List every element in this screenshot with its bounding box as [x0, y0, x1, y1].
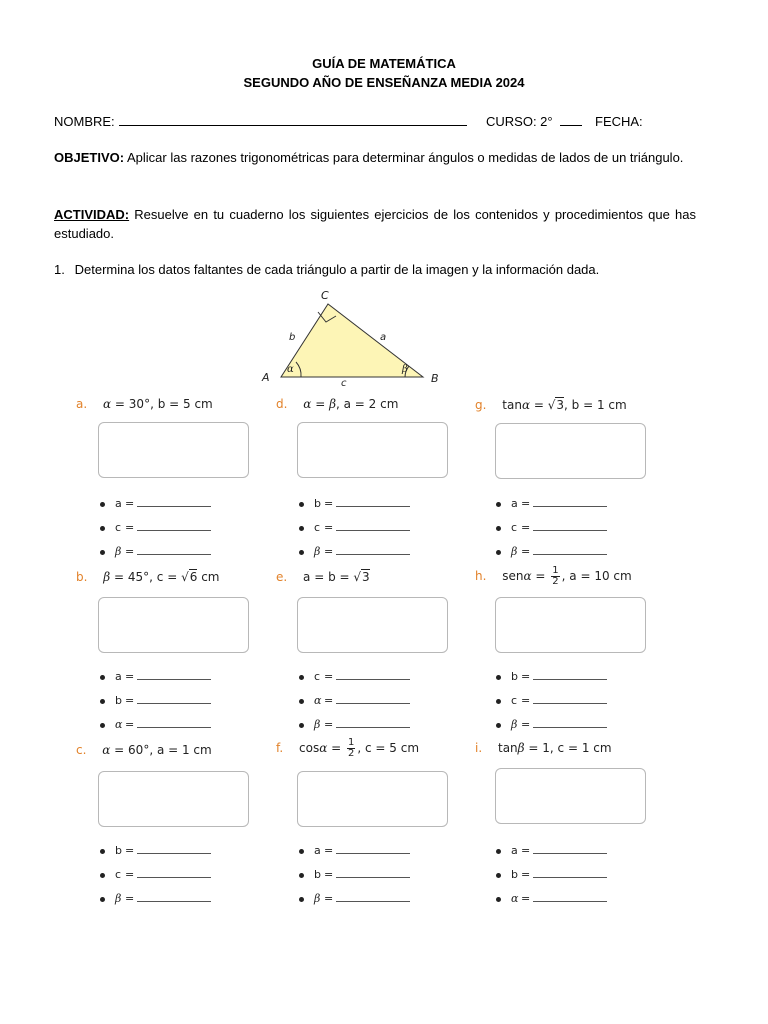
exercise-a-header [76, 397, 213, 411]
answer-item [496, 670, 607, 683]
answer-equals: = [125, 670, 135, 683]
bullet-icon [496, 897, 501, 902]
exercise-e-condition: a = b = √3 [303, 570, 370, 584]
answer-variable: β [314, 545, 321, 558]
bullet-icon [299, 699, 304, 704]
answer-blank[interactable] [533, 547, 607, 555]
work-box-d[interactable] [297, 422, 448, 478]
answer-variable: β [511, 545, 518, 558]
work-box-b[interactable] [98, 597, 249, 653]
answer-blank[interactable] [137, 720, 211, 728]
exercise-i-header [475, 741, 612, 755]
answer-equals: = [324, 844, 334, 857]
side-b-label: b [289, 332, 296, 343]
answer-variable: β [314, 892, 321, 905]
answer-item [496, 694, 607, 707]
answer-equals: = [521, 868, 531, 881]
bullet-icon [100, 897, 105, 902]
exercise-a-condition: α = 30°, b = 5 cm [103, 397, 213, 411]
answer-item [100, 497, 211, 510]
exercise-i-condition: tanβ = 1, c = 1 cm [497, 741, 612, 755]
answer-blank[interactable] [533, 499, 607, 507]
bullet-icon [100, 550, 105, 555]
exercise-g-header [475, 398, 627, 412]
answer-variable: β [115, 892, 122, 905]
answer-item [299, 545, 410, 558]
work-box-g[interactable] [495, 423, 646, 479]
answer-equals: = [125, 718, 135, 731]
answer-equals: = [125, 844, 135, 857]
answer-item [100, 892, 211, 905]
answer-blank[interactable] [336, 846, 410, 854]
answer-equals: = [324, 521, 334, 534]
answer-variable: a [511, 844, 518, 857]
answer-blank[interactable] [137, 547, 211, 555]
answer-equals: = [521, 718, 531, 731]
answer-variable: a [511, 497, 518, 510]
answer-item [496, 497, 607, 510]
answer-equals: = [324, 694, 334, 707]
answer-blank[interactable] [533, 696, 607, 704]
answer-item [100, 670, 211, 683]
work-box-h[interactable] [495, 597, 646, 653]
answer-variable: c [511, 694, 518, 707]
answer-blank[interactable] [137, 696, 211, 704]
answer-item [496, 892, 607, 905]
answer-blank[interactable] [533, 720, 607, 728]
exercise-letter: e. [276, 570, 288, 584]
answer-blank[interactable] [137, 523, 211, 531]
answer-item [100, 868, 211, 881]
question-text: Determina los datos faltantes de cada triángulo a partir de la imagen y la información dada. [74, 262, 600, 277]
answer-equals: = [521, 521, 531, 534]
answer-variable: c [115, 521, 122, 534]
answer-item [299, 694, 410, 707]
alpha-label: α [287, 364, 294, 375]
answer-blank[interactable] [336, 523, 410, 531]
answer-item [496, 868, 607, 881]
work-box-a[interactable] [98, 422, 249, 478]
answer-item [496, 844, 607, 857]
bullet-icon [299, 675, 304, 680]
answer-blank[interactable] [533, 870, 607, 878]
exercise-letter: g. [475, 398, 487, 412]
bullet-icon [299, 550, 304, 555]
answer-equals: = [324, 497, 334, 510]
answer-equals: = [125, 892, 135, 905]
exercise-letter: f. [276, 741, 284, 755]
answer-item [299, 670, 410, 683]
exercise-e-header [276, 570, 370, 584]
exercise-d-condition: α = β, a = 2 cm [303, 397, 399, 411]
answer-variable: c [115, 868, 122, 881]
answer-item [100, 844, 211, 857]
answer-variable: α [115, 718, 123, 731]
activity-paragraph [54, 205, 696, 243]
bullet-icon [299, 897, 304, 902]
bullet-icon [100, 526, 105, 531]
exercise-c-condition: α = 60°, a = 1 cm [102, 743, 212, 757]
answer-variable: a [115, 497, 122, 510]
bullet-icon [496, 550, 501, 555]
question-number: 1. [54, 262, 65, 277]
bullet-icon [100, 873, 105, 878]
side-c-label: c [341, 378, 347, 389]
objective-paragraph [54, 148, 696, 167]
answer-blank[interactable] [533, 846, 607, 854]
exercise-c-header [76, 743, 212, 757]
bullet-icon [100, 699, 105, 704]
answer-item [100, 718, 211, 731]
answer-variable: β [511, 718, 518, 731]
answer-variable: b [115, 694, 122, 707]
exercise-h-header [475, 566, 632, 587]
exercise-letter: a. [76, 397, 88, 411]
work-box-i[interactable] [495, 768, 646, 824]
answer-variable: b [511, 670, 518, 683]
beta-label: β [402, 364, 408, 375]
answer-equals: = [521, 545, 531, 558]
exercise-b-condition: β = 45°, c = √6 cm [103, 570, 220, 584]
answer-variable: b [511, 868, 518, 881]
answer-item [100, 545, 211, 558]
work-box-c[interactable] [98, 771, 249, 827]
answer-equals: = [521, 497, 531, 510]
answer-equals: = [125, 497, 135, 510]
answer-equals: = [521, 694, 531, 707]
bullet-icon [100, 849, 105, 854]
answer-variable: c [314, 521, 321, 534]
exercise-d-header [276, 397, 398, 411]
vertex-a-label: A [262, 371, 270, 384]
curso-label: CURSO: 2° [486, 114, 553, 129]
question-1 [54, 262, 599, 277]
bullet-icon [299, 526, 304, 531]
exercise-letter: i. [475, 741, 483, 755]
exercise-f-condition: cosα = $\frac{1}{2}$ , c = 5 cm [299, 737, 420, 759]
bullet-icon [299, 849, 304, 854]
page-title: GUÍA DE MATEMÁTICA [312, 56, 456, 71]
answer-blank[interactable] [137, 672, 211, 680]
bullet-icon [299, 502, 304, 507]
bullet-icon [100, 675, 105, 680]
fecha-label: FECHA: [595, 114, 643, 129]
answer-item [496, 521, 607, 534]
work-box-f[interactable] [297, 771, 448, 827]
answer-variable: b [115, 844, 122, 857]
answer-variable: α [314, 694, 322, 707]
answer-blank[interactable] [336, 672, 410, 680]
answer-item [100, 694, 211, 707]
answer-variable: b [314, 868, 321, 881]
answer-blank[interactable] [336, 499, 410, 507]
exercise-letter: c. [76, 743, 87, 757]
answer-item [100, 521, 211, 534]
objective-text: Aplicar las razones trigonométricas para determinar ángulos o medidas de lados de un triángulo. [126, 150, 684, 165]
bullet-icon [299, 873, 304, 878]
answer-blank[interactable] [137, 499, 211, 507]
answer-equals: = [324, 892, 334, 905]
answer-item [299, 497, 410, 510]
work-box-e[interactable] [297, 597, 448, 653]
answer-item [496, 545, 607, 558]
answer-blank[interactable] [137, 846, 211, 854]
activity-label: ACTIVIDAD: [54, 207, 130, 222]
answer-equals: = [125, 545, 135, 558]
activity-text: Resuelve en tu cuaderno los siguientes ejercicios de los contenidos y procedimientos que has estudiado. [54, 207, 696, 241]
bullet-icon [100, 502, 105, 507]
answer-item [496, 718, 607, 731]
answer-item [299, 844, 410, 857]
vertex-c-label: C [321, 289, 329, 302]
exercise-h-condition: senα = $\frac{1}{2}$ , a = 10 cm [502, 565, 632, 587]
bullet-icon [496, 526, 501, 531]
nombre-label: NOMBRE: [54, 114, 115, 129]
page-subtitle: SEGUNDO AÑO DE ENSEÑANZA MEDIA 2024 [243, 75, 525, 90]
answer-equals: = [324, 868, 334, 881]
answer-equals: = [324, 670, 334, 683]
bullet-icon [496, 502, 501, 507]
bullet-icon [496, 675, 501, 680]
answer-variable: β [115, 545, 122, 558]
answer-blank[interactable] [336, 870, 410, 878]
bullet-icon [496, 849, 501, 854]
answer-equals: = [521, 844, 531, 857]
answer-blank[interactable] [336, 720, 410, 728]
bullet-icon [496, 699, 501, 704]
answer-blank[interactable] [533, 523, 607, 531]
answer-variable: a [314, 844, 321, 857]
answer-variable: b [314, 497, 321, 510]
exercise-f-header [276, 738, 419, 759]
answer-equals: = [125, 868, 135, 881]
answer-blank[interactable] [336, 894, 410, 902]
objective-label: OBJETIVO: [54, 150, 125, 165]
answer-variable: α [511, 892, 519, 905]
bullet-icon [496, 723, 501, 728]
bullet-icon [100, 723, 105, 728]
answer-equals: = [324, 718, 334, 731]
answer-blank[interactable] [533, 894, 607, 902]
bullet-icon [496, 873, 501, 878]
answer-variable: a [115, 670, 122, 683]
answer-equals: = [521, 892, 531, 905]
bullet-icon [299, 723, 304, 728]
exercise-b-header [76, 570, 219, 584]
exercise-letter: h. [475, 569, 487, 583]
answer-equals: = [521, 670, 531, 683]
answer-item [299, 868, 410, 881]
answer-variable: c [314, 670, 321, 683]
answer-item [299, 718, 410, 731]
answer-item [299, 892, 410, 905]
exercise-g-condition: tanα = √3, b = 1 cm [502, 398, 627, 412]
answer-equals: = [125, 694, 135, 707]
exercise-letter: b. [76, 570, 88, 584]
answer-blank[interactable] [336, 696, 410, 704]
answer-variable: c [511, 521, 518, 534]
side-a-label: a [380, 332, 387, 343]
right-triangle-diagram [255, 284, 455, 394]
answer-equals: = [324, 545, 334, 558]
answer-item [299, 521, 410, 534]
answer-blank[interactable] [336, 547, 410, 555]
vertex-b-label: B [431, 372, 439, 385]
exercise-letter: d. [276, 397, 288, 411]
answer-blank[interactable] [533, 672, 607, 680]
answer-blank[interactable] [137, 870, 211, 878]
answer-equals: = [125, 521, 135, 534]
answer-variable: β [314, 718, 321, 731]
answer-blank[interactable] [137, 894, 211, 902]
